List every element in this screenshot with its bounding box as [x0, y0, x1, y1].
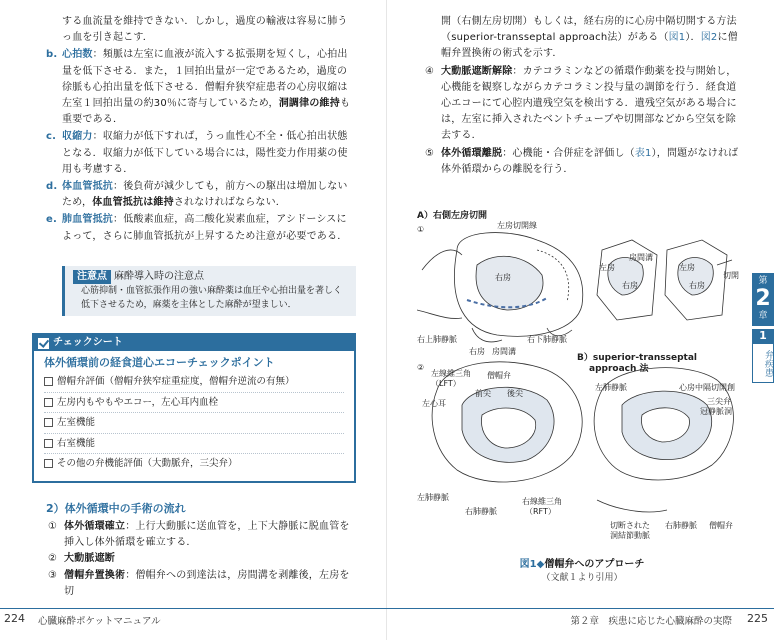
checksheet-title: 体外循環前の経食道心エコーチェックポイント — [44, 356, 275, 369]
chapter-number: 2 — [755, 286, 771, 311]
label-lpv-b: 左肺静脈 — [595, 383, 627, 392]
checksheet-item — [44, 393, 344, 414]
label-septal-incision: 心房中隔切開創 — [679, 383, 735, 392]
label-right-upper-pv: 右上肺静脈 — [417, 335, 457, 344]
note-body: 心筋抑制・血管拡張作用の強い麻酔薬は血圧や心拍出量を著しく低下させるため，麻薬を主体とした麻酔が望ましい． — [81, 286, 343, 310]
vessel-line — [422, 250, 462, 270]
item-heart-rate — [46, 47, 356, 128]
step-number: ③ — [48, 569, 58, 581]
figure-caption-text: 僧帽弁へのアプローチ — [544, 559, 645, 570]
intro-paragraph: する血流量を維持できない．しかし，過度の輸液は容易に肺うっ血を引き起こす． — [62, 16, 348, 44]
step-lead: 大動脈遮断解除 — [441, 65, 513, 77]
cont-text: ）． — [685, 32, 701, 44]
note-tag: 注意点 — [73, 270, 111, 284]
step-number: ② — [48, 553, 58, 565]
figure-1-illustration — [417, 210, 747, 550]
label-ra-small: 右房 — [622, 281, 638, 290]
chapter-tab — [752, 273, 774, 326]
label-left-atrial-incision: 左房切開線 — [497, 221, 537, 230]
figure-source: （文献１より引用） — [541, 573, 623, 583]
vessel-line — [597, 500, 667, 512]
item-text: ：頻脈は左室に血液が流入する拡張期を短くし，心拍出量を低下させる．また，１回拍出量が一定であるため，過度の徐脈も心拍出量を低下させる．僧帽弁狭窄症患者の心房収縮は左室１回拍出量の約30％に寄与しているため， — [62, 49, 348, 110]
checksheet-item-label: 左房内もやもやエコー，左心耳内血栓 — [57, 396, 219, 408]
figure-ref: 図1 — [668, 32, 686, 44]
label-rpv: 右肺静脈 — [465, 507, 497, 516]
item-text: ：後負荷が減少しても，前方への駆出は増加しないため， — [62, 181, 348, 209]
figure-caption-num: 図1 — [519, 559, 537, 570]
vessel-line — [417, 310, 462, 318]
left-body — [46, 14, 356, 246]
item-bold: 洞調律の維持 — [278, 98, 340, 110]
label-rft: 右線維三角 — [522, 497, 562, 506]
checkbox-icon — [44, 418, 53, 427]
step-3 — [46, 568, 356, 600]
right-page — [387, 0, 774, 640]
section-2 — [46, 501, 356, 600]
checkbox-icon — [44, 439, 53, 448]
label-incision: 切開 — [723, 271, 739, 280]
panel-b-title-2: approach 法 — [589, 364, 649, 374]
checksheet-box — [32, 333, 356, 483]
item-pvr — [46, 212, 356, 244]
label-coronary-sinus: 冠静脈洞 — [700, 407, 732, 416]
page-number: 225 — [747, 612, 768, 625]
label-rpv-b: 右肺静脈 — [665, 521, 697, 530]
step-lead: 体外循環離脱 — [441, 147, 503, 159]
panel-a-title: A）右側左房切開 — [417, 211, 487, 221]
checkbox-icon — [44, 377, 53, 386]
checksheet-header — [34, 335, 354, 351]
section-tab — [752, 329, 774, 383]
figure-caption — [417, 555, 747, 570]
page-number: 224 — [4, 612, 25, 625]
step-lead: 僧帽弁置換術 — [64, 569, 126, 581]
checkbox-icon — [44, 398, 53, 407]
step-text: ：僧帽弁への到達法は，房間溝を剥離後，左房を切 — [64, 569, 350, 597]
panel-a-circle-2: ② — [417, 363, 425, 372]
item-lead: 体血管抵抗 — [62, 181, 113, 193]
step-text: ），問題がなければ体外循環からの離脱を行う． — [441, 147, 739, 175]
label-mitral-valve: 僧帽弁 — [487, 371, 511, 380]
step-lead: 体外循環確立 — [64, 521, 126, 532]
label-rft-abbr: （RFT） — [525, 507, 556, 516]
checksheet-list — [34, 372, 354, 474]
label-ra-bottom: 右房 — [469, 347, 485, 356]
running-title: 第２章 疾患に応じた心臓麻酔の実際 — [570, 616, 732, 627]
chapter-prefix: 第 — [758, 276, 768, 286]
item-text: ：収縮力が低下すれば，うっ血性心不全・低心拍出状態となる．収縮力が低下している場合には，陽性変力作用薬の使用も考慮する． — [62, 131, 348, 175]
running-title: 心臓麻酔ポケットマニュアル — [38, 616, 161, 627]
item-lead: 収縮力 — [62, 131, 93, 143]
item-svr — [46, 179, 356, 211]
label-lft: 左線維三角 — [431, 369, 471, 378]
step-4 — [423, 64, 745, 145]
incision-pointer — [717, 260, 732, 265]
step-text: ：上行大動脈に送血管を，上下大静脈に脱血管を挿入し体外循環を確立する． — [64, 521, 350, 549]
checksheet-item-label: 右室機能 — [57, 437, 96, 449]
checksheet-item — [44, 413, 344, 434]
item-bold: 体血管抵抗は維持 — [92, 197, 174, 209]
checksheet-item-label: その他の弁機能評価（大動脈弁，三尖弁） — [57, 458, 238, 469]
checksheet-item — [44, 372, 344, 393]
item-marker: d. — [46, 181, 58, 193]
figure-ref: 図2 — [700, 32, 718, 44]
step-number: ⑤ — [425, 147, 435, 159]
item-lead: 肺血管抵抗 — [62, 214, 113, 226]
label-cut-node-1: 切断された — [610, 521, 650, 530]
section-number: 1 — [752, 329, 774, 343]
label-interatrial-groove: 房間溝 — [492, 347, 516, 356]
label-mitral-b: 僧帽弁 — [709, 521, 733, 530]
label-tricuspid: 三尖弁 — [707, 397, 731, 406]
step-5 — [423, 146, 745, 178]
cont-text: 開（右側左房切開）もしくは，経右房的に心房中隔切開する方法（superior-transseptal approach法）がある（ — [441, 16, 737, 44]
label-lpv: 左肺静脈 — [417, 493, 449, 502]
label-la-small-2: 左房 — [679, 263, 695, 272]
checksheet-item — [44, 454, 344, 474]
cont-text: に僧帽弁置換術の術式を示す． — [441, 32, 738, 60]
label-ra-small-2: 右房 — [689, 281, 705, 290]
label-right-atrium: 右房 — [495, 273, 511, 282]
continuation-paragraph — [423, 14, 745, 63]
item-text: ：低酸素血症，高二酸化炭素血症，アシドーシスによって，さらに肺血管抵抗が上昇するため注意が必要である． — [62, 214, 348, 242]
table-ref: 表1 — [634, 147, 652, 159]
right-body — [423, 14, 745, 179]
chapter-suffix: 章 — [758, 311, 768, 321]
checksheet-item-label: 僧帽弁評価（僧帽弁狭窄症重症度，僧帽弁逆流の有無） — [57, 376, 295, 387]
note-header — [73, 270, 348, 284]
label-laa: 左心耳 — [422, 399, 446, 408]
label-anterior: 前尖 — [475, 389, 491, 398]
step-text: ：心機能・合併症を評価し（ — [502, 147, 635, 159]
label-cut-node-2: 洞結節動脈 — [610, 531, 650, 540]
checkbox-icon — [44, 459, 53, 468]
label-la-small: 左房 — [599, 263, 615, 272]
section-2-title: 2）体外循環中の手術の流れ — [46, 502, 186, 515]
left-footer — [0, 608, 387, 626]
step-2 — [46, 551, 356, 567]
step-1 — [46, 519, 356, 551]
figure-caption-diamond: ◆ — [536, 559, 545, 570]
chapter-side-tab — [752, 273, 774, 383]
caution-note — [62, 266, 356, 316]
panel-b-title-1: B）superior-transseptal — [577, 353, 697, 363]
label-posterior: 後尖 — [507, 389, 523, 398]
step-number: ④ — [425, 65, 435, 77]
checksheet-header-label: チェックシート — [53, 337, 123, 348]
panel-a-circle-1: ① — [417, 225, 425, 234]
step-lead: 大動脈遮断 — [64, 553, 115, 565]
label-lft-abbr: （LFT） — [431, 379, 461, 388]
item-marker: b. — [46, 49, 58, 61]
checksheet-item — [44, 434, 344, 455]
item-marker: e. — [46, 214, 57, 226]
item-contractility — [46, 129, 356, 178]
item-marker: c. — [46, 131, 57, 143]
label-groove-small: 房間溝 — [629, 253, 653, 262]
section-label: 弁疾患 — [752, 343, 774, 383]
step-number: ① — [48, 521, 58, 532]
note-title: 麻酔導入時の注意点 — [114, 271, 204, 282]
right-footer — [387, 608, 774, 626]
checksheet-item-label: 左室機能 — [57, 417, 96, 428]
checkmark-icon — [38, 338, 49, 349]
label-right-lower-pv: 右下肺静脈 — [527, 335, 567, 344]
step-text: ：カテコラミンなどの循環作動薬を投与開始し，心機能を観察しながらカテコラミン投与量の調節を行う．経食道心エコーにて心腔内遺残空気を検出する．遺残空気がある場合には，左室に挿入されたベントチューブや切開部などから空気を除去する． — [441, 65, 737, 142]
item-lead: 心拍数 — [62, 49, 93, 61]
right-atrium-shape — [476, 256, 543, 310]
item-tail: も重要である． — [62, 98, 351, 126]
item-tail: されなければならない． — [173, 197, 287, 209]
